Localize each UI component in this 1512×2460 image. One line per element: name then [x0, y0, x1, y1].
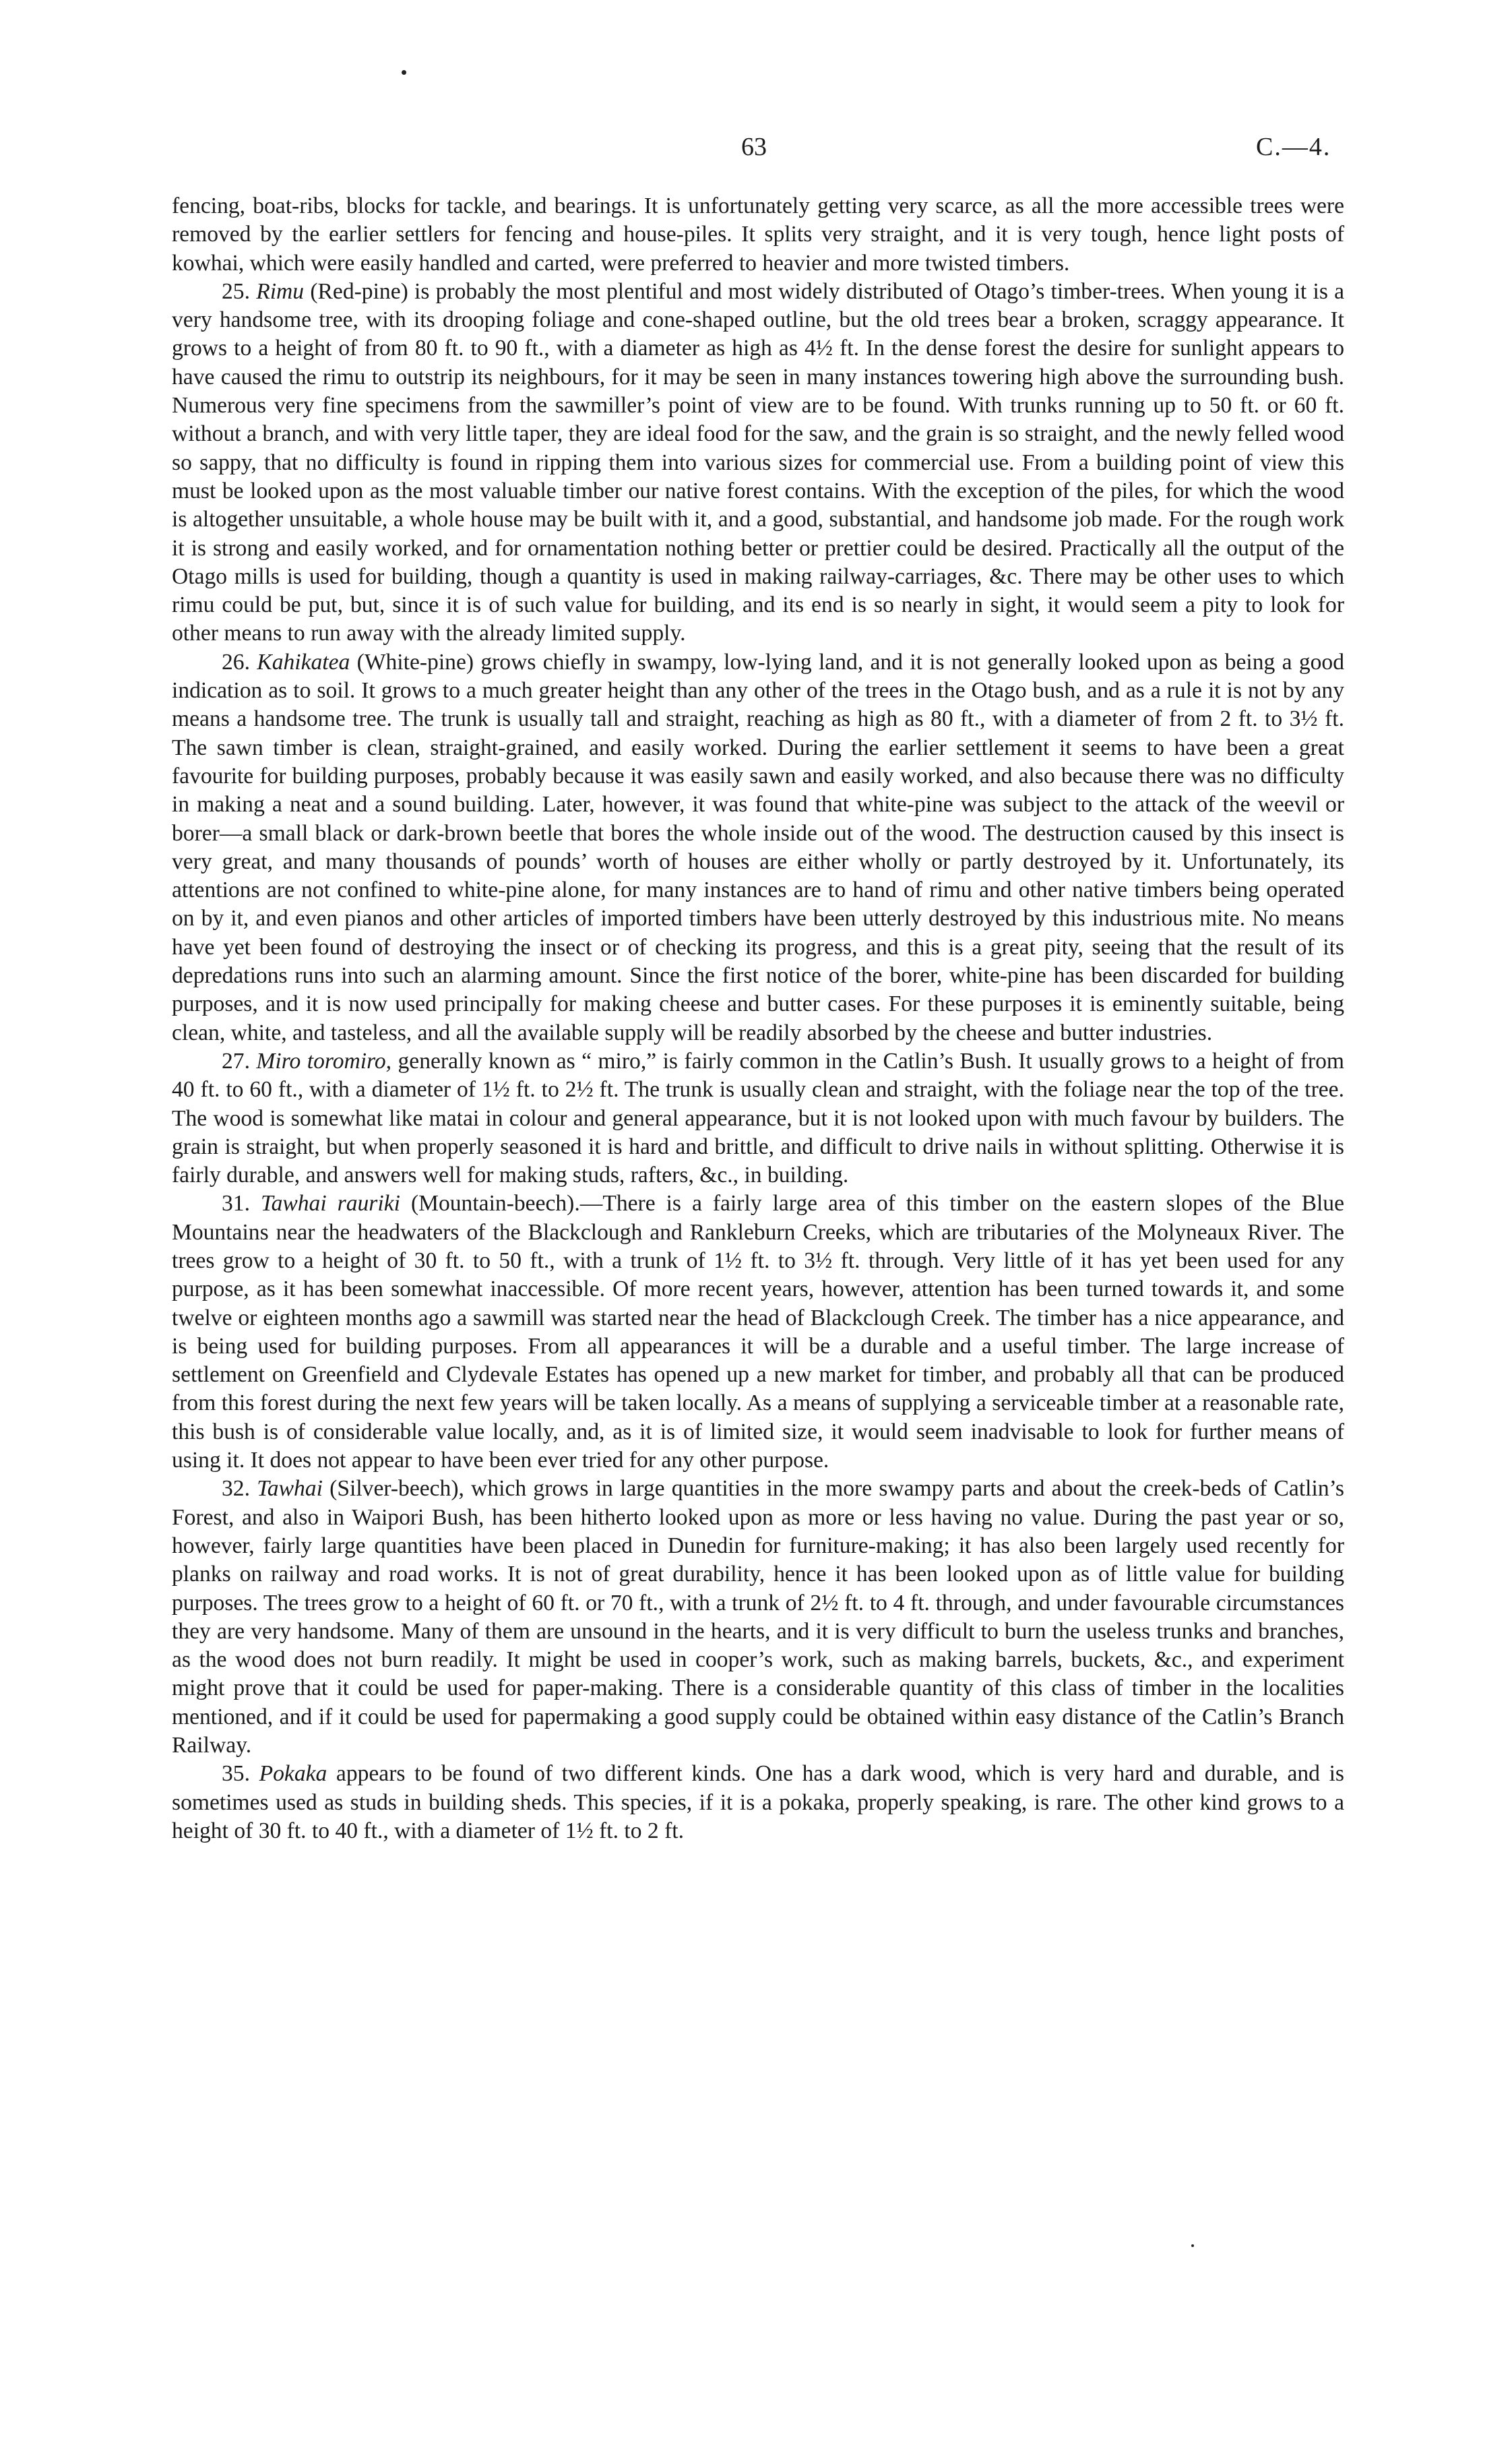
paragraph-text: generally known as “ miro,” is fairly common in the Catlin’s Bush. It usually grows to a height of from 40 ft. to 60 ft., with a diameter of 1½ ft. to 2½ ft. The trunk is usually clean and straight, with the foliage near the top of the tree. The wood is somewhat like matai in colour and general appearance, but it is not looked upon with much favour by builders. The grain is straight, but when properly seasoned it is hard and brittle, and difficult to drive nails in without splitting. Otherwise it is fairly durable, and answers well for making studs, rafters, &c., in building. — [172, 1048, 1344, 1188]
paragraph-number: 31. — [222, 1191, 250, 1217]
ink-speck — [1191, 2244, 1194, 2247]
paragraph-text: (Silver-beech), which grows in large quantities in the more swampy parts and about the creek-beds of Catlin’s Forest, and also in Waipori Bush, has been hitherto looked upon as more or less having no value. During the past year or so, however, fairly large quantities have been placed in Dunedin for furniture-making; it has also been largely used recently for planks on railway and road works. It is not of great durability, hence it has been looked upon as of little value for building purposes. The trees grow to a height of 60 ft. or 70 ft., with a trunk of 2½ ft. to 4 ft. through, and under favourable circumstances they are very handsome. Many of them are unsound in the hearts, and it is very difficult to burn the useless trunks and branches, as the wood does not burn readily. It might be used in cooper’s work, such as making barrels, buckets, &c., and experiment might prove that it could be used for paper-making. There is a considerable quantity of this class of timber in the localities mentioned, and if it could be used for papermaking a good supply could be obtained within easy distance of the Catlin’s Branch Railway. — [172, 1476, 1345, 1758]
text-body — [172, 192, 1344, 1845]
paragraph-number: 26. — [222, 649, 250, 675]
paragraph-pokaka — [172, 1760, 1344, 1845]
paragraph-miro — [172, 1047, 1344, 1190]
species-name: Tawhai — [257, 1476, 323, 1502]
species-name: Miro toromiro, — [256, 1048, 392, 1074]
paragraph-mountain-beech — [172, 1190, 1344, 1475]
paragraph-intro — [172, 192, 1344, 278]
paragraph-text: (Red-pine) is probably the most plentiful and most widely distributed of Otago’s timber-trees. When young it is a very handsome tree, with its drooping foliage and cone-shaped outline, but the old trees bear a broken, scraggy appearance. It grows to a height of from 80 ft. to 90 ft., with a diameter as high as 4½ ft. In the dense forest the desire for sunlight appears to have caused the rimu to outstrip its neighbours, for it may be seen in many instances towering high above the surrounding bush. Numerous very fine specimens from the sawmiller’s point of view are to be found. With trunks running up to 50 ft. or 60 ft. without a branch, and with very little taper, they are ideal food for the saw, and the grain is so straight, and the newly felled wood so sappy, that no difficulty is found in ripping them into various sizes for commercial use. From a building point of view this must be looked upon as the most valuable timber our native forest contains. With the exception of the piles, for which the wood is altogether unsuitable, a whole house may be built with it, and a good, substantial, and handsome job made. For the rough work it is strong and easily worked, and for ornamentation nothing better or prettier could be desired. Practically all the output of the Otago mills is used for building, though a quantity is used in making railway-carriages, &c. There may be other uses to which rimu could be put, but, since it is of such value for building, and its end is so nearly in sight, it would seem a pity to look for other means to run away with the already limited supply. — [172, 278, 1345, 646]
paragraph-text: (Mountain-beech).—There is a fairly large area of this timber on the eastern slopes of the Blue Mountains near the headwaters of the Blackclough and Rankleburn Creeks, which are tributaries of the Molyneaux River. The trees grow to a height of 30 ft. to 50 ft., with a trunk of 1½ ft. to 3½ ft. through. Very little of it has yet been used for any purpose, as it has been somewhat inaccessible. Of more recent years, however, attention has been turned towards it, and some twelve or eighteen months ago a sawmill was started near the head of Blackclough Creek. The timber has a nice appearance, and is being used for building purposes. From all appearances it will be a durable and a useful timber. The large increase of settlement on Greenfield and Clydevale Estates has opened up a new market for timber, and probably all that can be produced from this forest during the next few years will be taken locally. As a means of supplying a serviceable timber at a reasonable rate, this bush is of considerable value locally, and, as it is of limited size, it would seem inadvisable to look for further means of using it. It does not appear to have been ever tried for any other purpose. — [172, 1191, 1344, 1473]
document-reference: C.—4. — [1256, 133, 1331, 161]
species-name: Rimu — [256, 278, 305, 304]
paragraph-kahikatea — [172, 648, 1344, 1047]
page-header — [0, 0, 1512, 175]
species-name: Tawhai rauriki — [260, 1191, 400, 1217]
paragraph-number: 32. — [222, 1476, 250, 1502]
page-number: 63 — [741, 133, 767, 161]
paragraph-text: fencing, boat-ribs, blocks for tackle, and bearings. It is unfortunately getting very scarce, as all the more accessible trees were removed by the earlier settlers for fencing and house-piles. It splits very straight, and it is very tough, hence light posts of kowhai, which were easily handled and carted, were preferred to heavier and more twisted timbers. — [172, 193, 1344, 276]
species-name: Pokaka — [259, 1761, 327, 1787]
paragraph-silver-beech — [172, 1475, 1344, 1760]
species-name: Kahikatea — [257, 649, 350, 675]
ink-speck — [402, 70, 406, 75]
paragraph-text: (White-pine) grows chiefly in swampy, low-lying land, and it is not generally looked upon as being a good indication as to soil. It grows to a much greater height than any other of the trees in the Otago bush, and as a rule it is not by any means a handsome tree. The trunk is usually tall and straight, reaching as high as 80 ft., with a diameter of from 2 ft. to 3½ ft. The sawn timber is clean, straight-grained, and easily worked. During the earlier settlement it seems to have been a great favourite for building purposes, probably because it was easily sawn and easily worked, and also because there was no difficulty in making a neat and a sound building. Later, however, it was found that white-pine was subject to the attack of the weevil or borer—a small black or dark-brown beetle that bores the whole inside out of the wood. The destruction caused by this insect is very great, and many thousands of pounds’ worth of houses are either wholly or partly destroyed by it. Unfortunately, its attentions are not confined to white-pine alone, for many instances are to hand of rimu and other native timbers being operated on by it, and even pianos and other articles of imported timbers have been utterly destroyed by this industrious mite. No means have yet been found of destroying the insect or of checking its progress, and this is a great pity, seeing that the result of its depredations runs into such an alarming amount. Since the first notice of the borer, white-pine has been discarded for building purposes, and it is now used principally for making cheese and butter cases. For these purposes it is eminently suitable, being clean, white, and tasteless, and all the available supply will be readily absorbed by the cheese and butter industries. — [172, 649, 1344, 1045]
paragraph-number: 35. — [222, 1761, 250, 1787]
paragraph-number: 27. — [222, 1048, 250, 1074]
paragraph-text: appears to be found of two different kinds. One has a dark wood, which is very hard and durable, and is sometimes used as studs in building sheds. This species, if it is a pokaka, properly speaking, is rare. The other kind grows to a height of 30 ft. to 40 ft., with a diameter of 1½ ft. to 2 ft. — [172, 1761, 1344, 1843]
paragraph-rimu — [172, 278, 1344, 648]
paragraph-number: 25. — [222, 278, 250, 304]
